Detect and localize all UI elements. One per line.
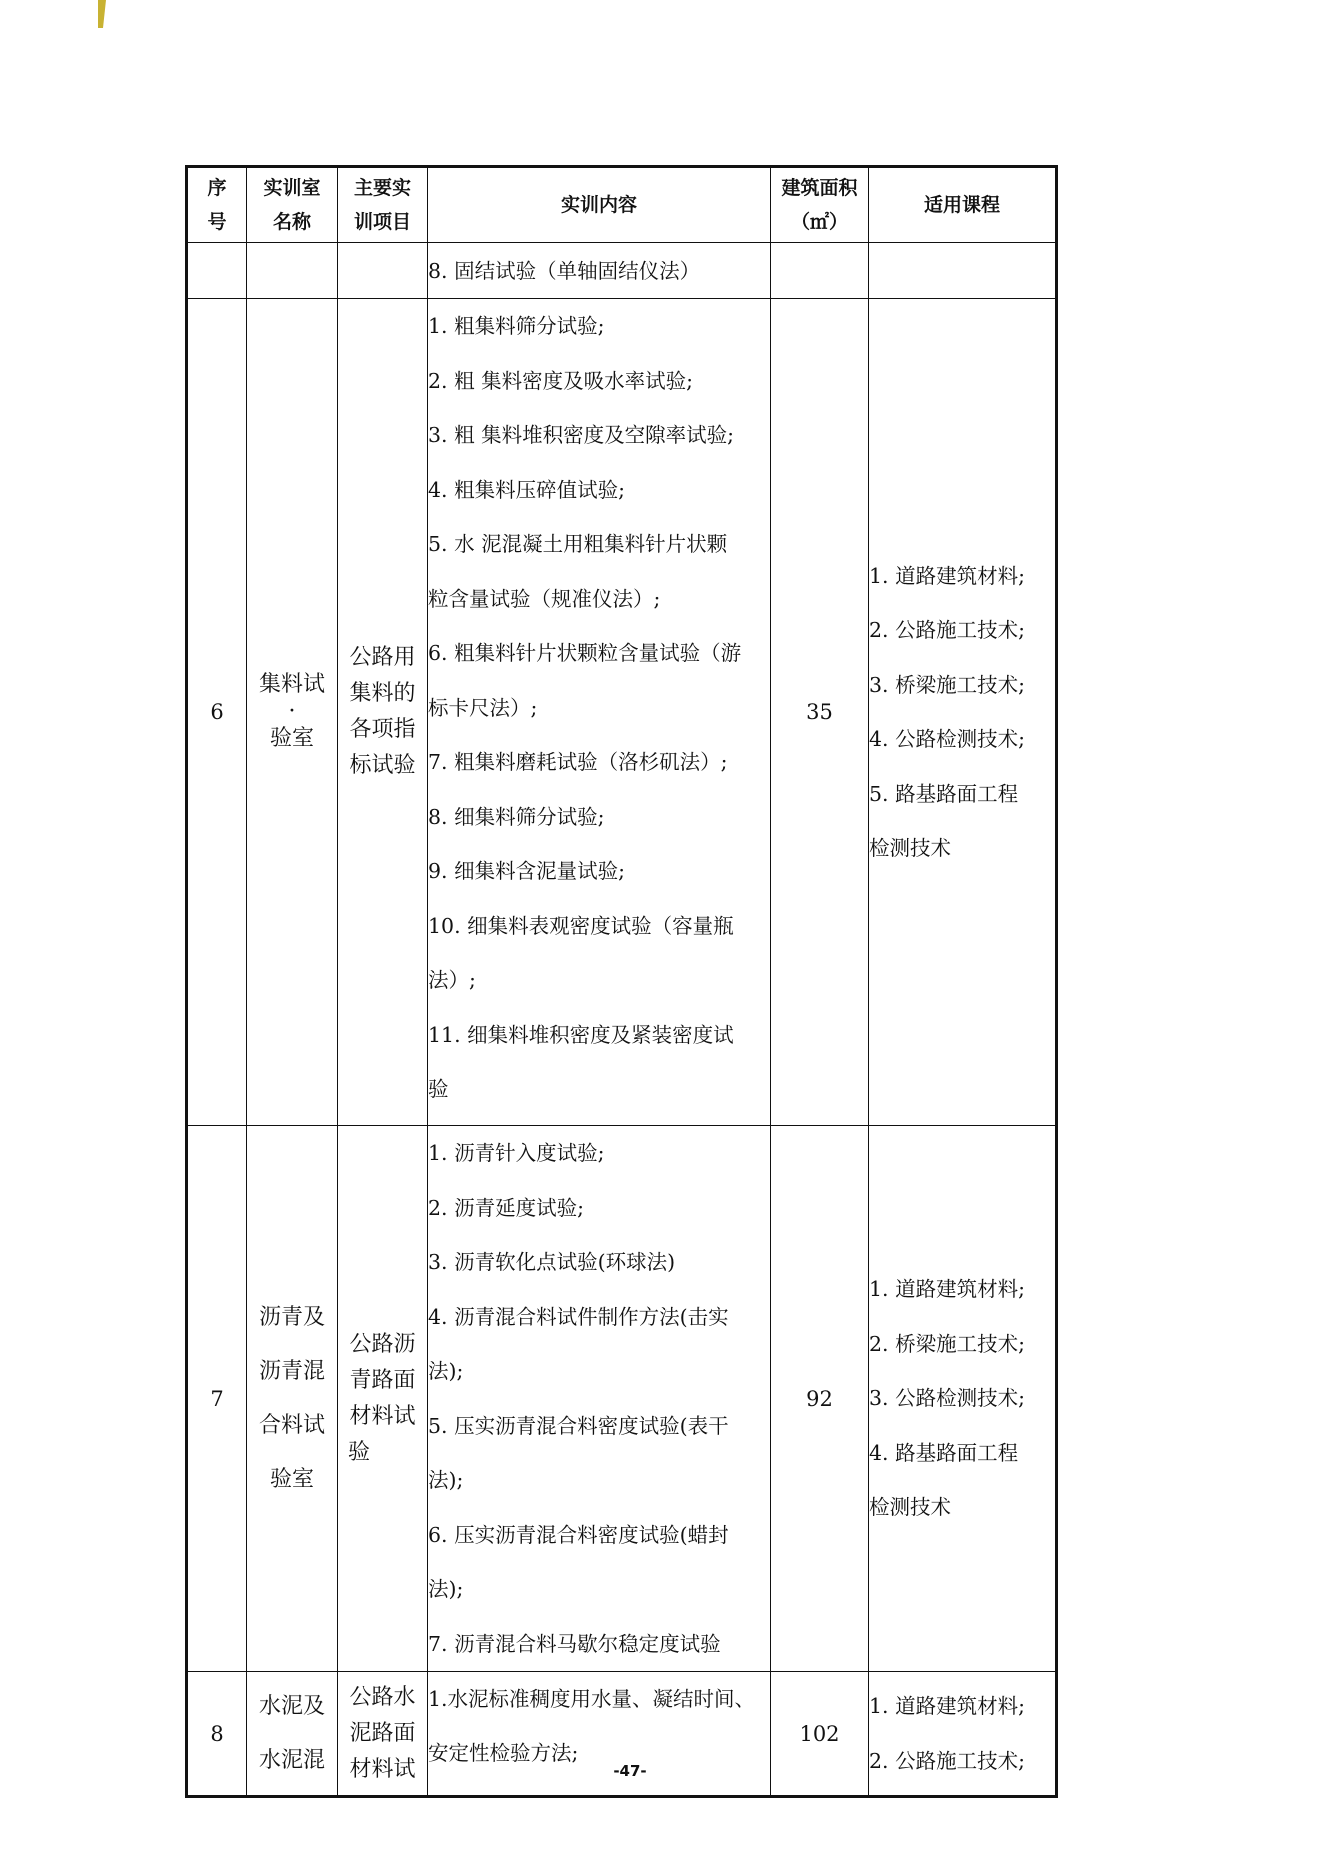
header-area: 建筑面积 （㎡）	[771, 167, 869, 243]
content-line: 安定性检验方法;	[428, 1741, 579, 1765]
content-line: 6. 压实沥青混合料密度试验(蜡封	[428, 1522, 729, 1547]
content-line: 4. 粗集料压碎值试验;	[428, 477, 625, 502]
page-number: -47-	[613, 1762, 647, 1780]
row-seq: 7	[187, 1126, 247, 1672]
content-line: 1. 粗集料筛分试验;	[428, 314, 605, 338]
lab-table	[185, 165, 1058, 1798]
row-courses	[869, 299, 1057, 1126]
content-line: 8. 细集料筛分试验;	[428, 804, 605, 829]
course-line: 3. 桥梁施工技术;	[869, 672, 1025, 697]
course-line: 1. 道路建筑材料;	[869, 1277, 1025, 1302]
header-lab-name: 实训室 名称	[247, 167, 338, 243]
content-line: 5. 压实沥青混合料密度试验(表干	[428, 1413, 729, 1438]
content-line: 1.水泥标准稠度用水量、凝结时间、	[428, 1687, 756, 1711]
content-line: 法);	[428, 1468, 464, 1492]
row-area: 92	[771, 1126, 869, 1672]
content-line: 4. 沥青混合料试件制作方法(击实	[428, 1304, 729, 1329]
row-content	[428, 299, 771, 1126]
content-line: 3. 粗 集料堆积密度及空隙率试验;	[428, 423, 734, 447]
content-line: 1. 沥青针入度试验;	[428, 1141, 605, 1165]
course-line: 2. 公路施工技术;	[869, 1748, 1025, 1773]
row-seq: 6	[187, 299, 247, 1126]
row-seq	[187, 243, 247, 299]
row-lab-name	[247, 243, 338, 299]
row-seq: 8	[187, 1672, 247, 1797]
row-lab-name: 水泥及 水泥混	[247, 1672, 338, 1797]
row-main-project: 公路水 泥路面 材料试	[338, 1672, 428, 1797]
row-content	[428, 1126, 771, 1672]
content-line: 7. 粗集料磨耗试验（洛杉矶法）;	[428, 750, 728, 774]
row-content: 8. 固结试验（单轴固结仪法）	[428, 243, 771, 299]
course-line: 1. 道路建筑材料;	[869, 563, 1025, 588]
course-line: 4. 路基路面工程	[869, 1440, 1019, 1465]
row-area: 35	[771, 299, 869, 1126]
content-line: 法);	[428, 1359, 464, 1383]
content-line: 7. 沥青混合料马歇尔稳定度试验	[428, 1631, 721, 1656]
content-line: 2. 粗 集料密度及吸水率试验;	[428, 368, 693, 393]
content-line: 粒含量试验（规准仪法）;	[428, 586, 661, 611]
row-main-project	[338, 243, 428, 299]
row-area	[771, 243, 869, 299]
course-line: 2. 公路施工技术;	[869, 618, 1025, 642]
content-line: 9. 细集料含泥量试验;	[428, 859, 625, 883]
course-line: 检测技术	[869, 1495, 951, 1520]
course-line: 3. 公路检测技术;	[869, 1386, 1025, 1411]
header-main-project: 主要实 训项目	[338, 167, 428, 243]
content-line: 3. 沥青软化点试验(环球法)	[428, 1250, 676, 1274]
table-header-row	[187, 167, 1057, 243]
table-row	[187, 243, 1057, 299]
course-line: 2. 桥梁施工技术;	[869, 1331, 1025, 1356]
course-line: 4. 公路检测技术;	[869, 727, 1025, 751]
row-courses	[869, 1126, 1057, 1672]
content-line: 2. 沥青延度试验;	[428, 1195, 584, 1220]
row-area: 102	[771, 1672, 869, 1797]
content-line: 5. 水 泥混凝土用粗集料针片状颗	[428, 532, 728, 556]
content-line: 法);	[428, 1577, 464, 1601]
content-line: 标卡尺法）;	[428, 695, 538, 720]
table-row	[187, 299, 1057, 1126]
content-line: 6. 粗集料针片状颗粒含量试验（游	[428, 641, 742, 665]
course-line: 检测技术	[869, 836, 951, 860]
corner-mark	[98, 0, 106, 28]
row-main-project: 公路沥 青路面 材料试 验	[338, 1126, 428, 1672]
row-courses	[869, 243, 1057, 299]
content-line: 验	[428, 1077, 449, 1101]
table-row	[187, 1126, 1057, 1672]
row-lab-name: 沥青及 沥青混 合料试 验室	[247, 1126, 338, 1672]
header-content: 实训内容	[428, 167, 771, 243]
course-line: 5. 路基路面工程	[869, 781, 1019, 806]
row-lab-name: 集料试 · 验室	[247, 299, 338, 1126]
header-courses: 适用课程	[869, 167, 1057, 243]
content-line: 10. 细集料表观密度试验（容量瓶	[428, 913, 734, 938]
header-seq: 序 号	[187, 167, 247, 243]
course-line: 1. 道路建筑材料;	[869, 1694, 1025, 1718]
row-main-project: 公路用 集料的 各项指 标试验	[338, 299, 428, 1126]
content-line: 法）;	[428, 968, 476, 992]
content-line: 11. 细集料堆积密度及紧装密度试	[428, 1022, 734, 1047]
